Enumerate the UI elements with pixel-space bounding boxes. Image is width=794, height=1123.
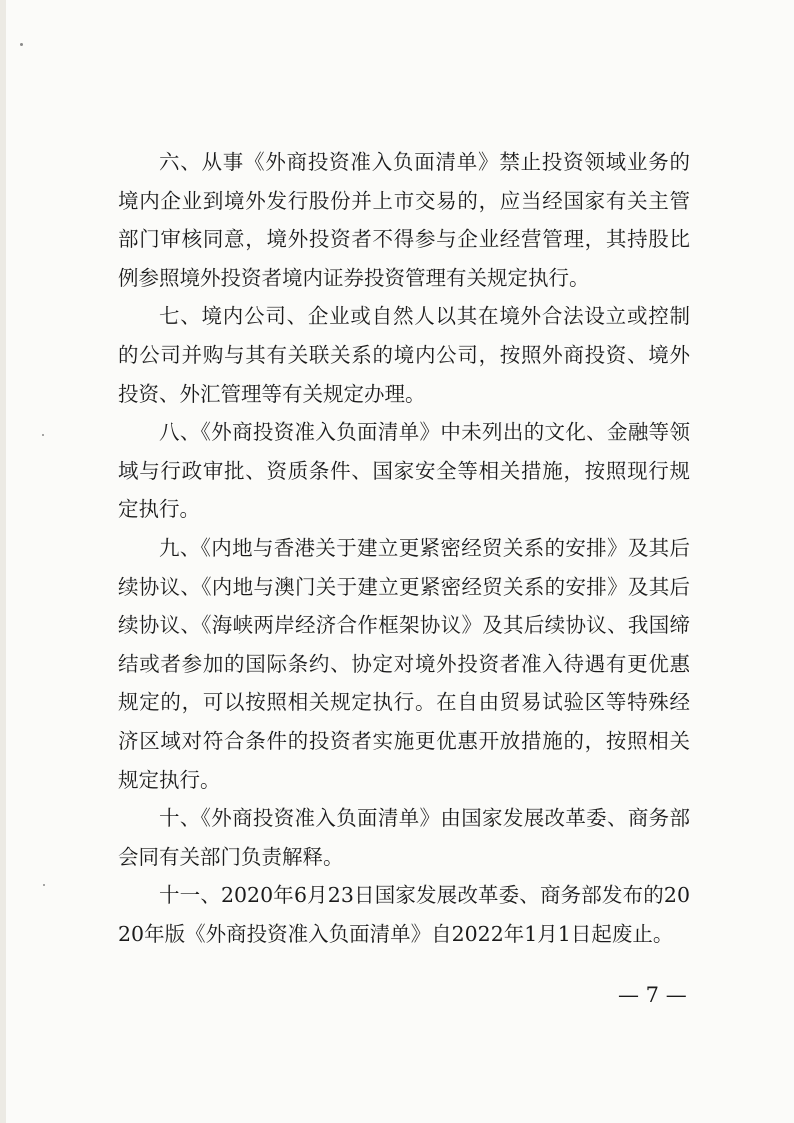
scan-speck xyxy=(20,43,23,46)
scan-speck xyxy=(43,884,45,886)
paragraph-11: 十一、2020年6月23日国家发展改革委、商务部发布的2020年版《外商投资准入负面清单》自2022年1月1日起废止。 xyxy=(118,883,690,946)
paragraph-10: 十、《外商投资准入负面清单》由国家发展改革委、商务部会同有关部门负责解释。 xyxy=(118,806,690,869)
scan-edge xyxy=(0,0,6,1123)
scan-speck xyxy=(42,434,44,436)
paragraph-9: 九、《内地与香港关于建立更紧密经贸关系的安排》及其后续协议、《内地与澳门关于建立更紧密经贸关系的安排》及其后续协议、《海峡两岸经济合作框架协议》及其后续协议、我国缔结或者参加的国际条约、协定对境外投资者准入待遇有更优惠规定的，可以按照相关规定执行。在自由贸易试验区等特殊经济区域对符合条件的投资者实施更优惠开放措施的，按照相关规定执行。 xyxy=(118,535,690,792)
paragraph-6: 六、从事《外商投资准入负面清单》禁止投资领域业务的境内企业到境外发行股份并上市交易的，应当经国家有关主管部门审核同意，境外投资者不得参与企业经营管理，其持股比例参照境外投资者境内证券投资管理有关规定执行。 xyxy=(118,150,690,290)
paragraph-7: 七、境内公司、企业或自然人以其在境外合法设立或控制的公司并购与其有关联关系的境内公司，按照外商投资、境外投资、外汇管理等有关规定办理。 xyxy=(118,304,690,406)
paragraph-8: 八、《外商投资准入负面清单》中未列出的文化、金融等领域与行政审批、资质条件、国家安全等相关措施，按照现行规定执行。 xyxy=(118,420,690,522)
page-number: — 7 — xyxy=(618,983,687,1007)
document-body xyxy=(118,143,690,953)
